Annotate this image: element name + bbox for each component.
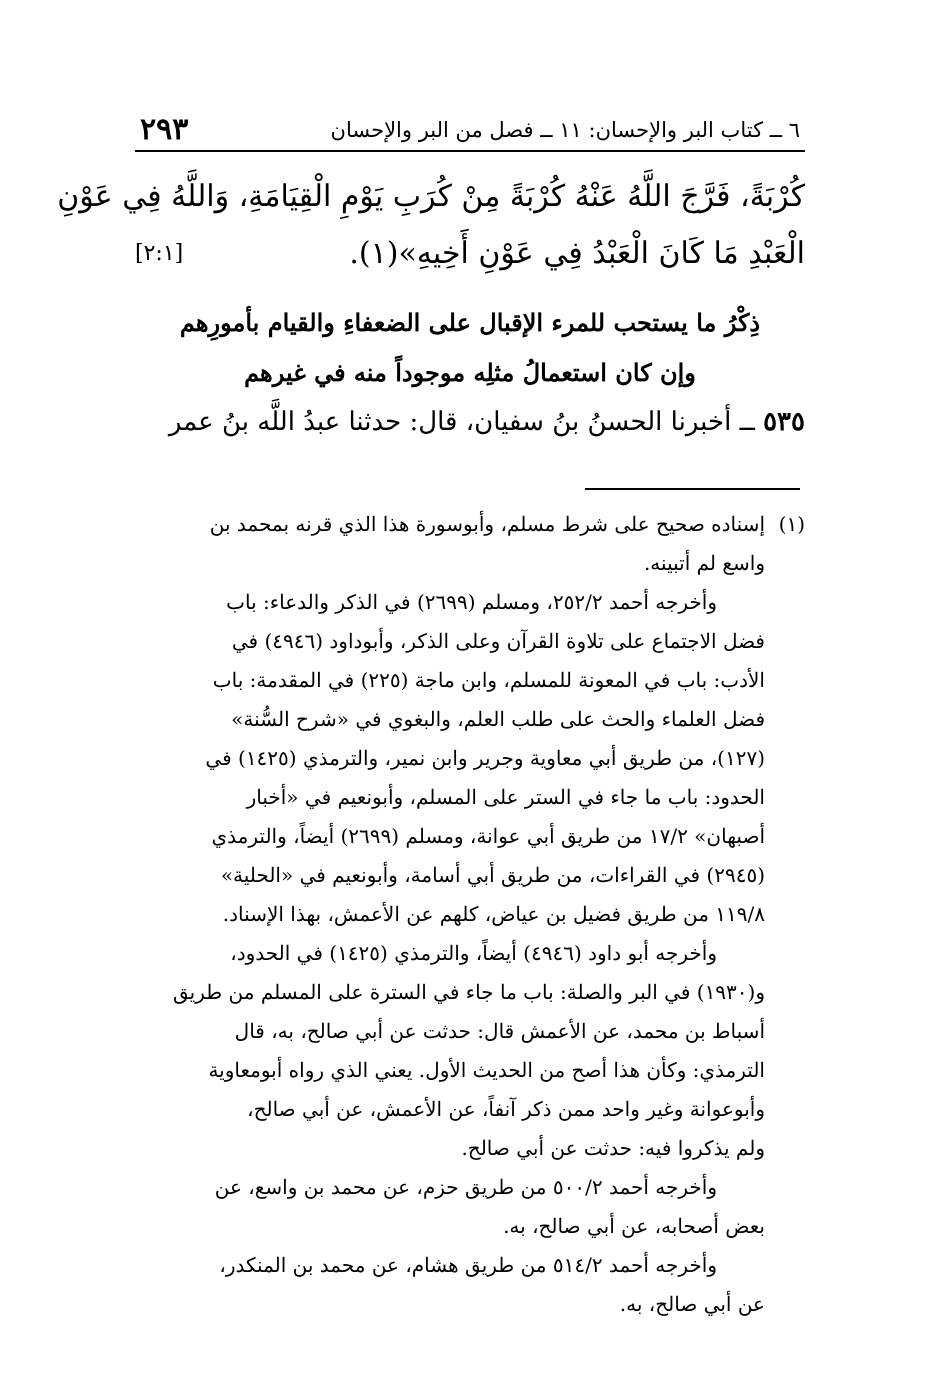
footnote-line: وأخرجه أحمد ٥١٤/٢ من طريق هشام، عن محمد بن المنكدر، xyxy=(219,1253,717,1277)
footnote-paragraph-4 xyxy=(135,1168,805,1246)
footnote-line: و(١٩٣٠) في البر والصلة: باب ما جاء في السترة على المسلم من طريق xyxy=(173,980,765,1004)
footnote-paragraph-5 xyxy=(135,1246,805,1324)
footnote-line: وأبوعوانة وغير واحد ممن ذكر آنفاً، عن الأعمش، عن أبي صالح، xyxy=(247,1097,765,1121)
footnote-line: ١١٩/٨ من طريق فضيل بن عياض، كلهم عن الأعمش، بهذا الإسناد. xyxy=(222,902,765,926)
footnote-line: الأدب: باب في المعونة للمسلم، وابن ماجة (٢٢٥) في المقدمة: باب xyxy=(212,668,765,692)
hadith-text xyxy=(57,168,805,282)
footnote-line: ولم يذكروا فيه: حدثت عن أبي صالح. xyxy=(461,1136,765,1160)
footnote-line: فضل الاجتماع على تلاوة القرآن وعلى الذكر، وأبوداود (٤٩٤٦) في xyxy=(231,629,765,653)
footnote-paragraph-1 xyxy=(135,505,805,583)
footnote-line: بعض أصحابه، عن أبي صالح، به. xyxy=(503,1214,765,1238)
footnotes xyxy=(135,505,805,1324)
footnote-paragraph-3 xyxy=(135,934,805,1168)
footnote-line: الحدود: باب ما جاء في الستر على المسلم، وأبونعيم في «أخبار xyxy=(246,785,765,809)
footnote-line: واسع لم أتبينه. xyxy=(643,551,765,575)
footnote-marker: (١) xyxy=(778,512,805,536)
footnote-line: أصبهان» ١٧/٢ من طريق أبي عوانة، ومسلم (٢٦٩٩) أيضاً، والترمذي xyxy=(211,824,765,848)
footnote-line: عن أبي صالح، به. xyxy=(619,1292,765,1316)
hadith-line-2-wrap xyxy=(135,225,805,282)
header-rule xyxy=(135,150,805,152)
footnote-paragraph-2 xyxy=(135,583,805,934)
footnote-line: إسناده صحيح على شرط مسلم، وأبوسورة هذا الذي قرنه بمحمد بن xyxy=(209,512,765,536)
chapter-title-line-1: ذِكْرُ ما يستحب للمرء الإقبال على الضعفاءِ والقيام بأمورِهم xyxy=(179,308,761,337)
hadith-line-1: كُرْبَةً، فَرَّجَ اللَّهُ عَنْهُ كُرْبَةً مِنْ كُرَبِ يَوْمِ الْقِيَامَةِ، وَاللَّهُ فِي عَوْنِ xyxy=(57,179,805,214)
page-header xyxy=(140,112,800,152)
hadith-number: ٥٣٥ xyxy=(763,407,805,437)
footnote-line: وأخرجه أحمد ٢٥٢/٢، ومسلم (٢٦٩٩) في الذكر والدعاء: باب xyxy=(226,590,717,614)
footnote-line: الترمذي: وكأن هذا أصح من الحديث الأول. يعني الذي رواه أبومعاوية xyxy=(208,1058,765,1082)
chapter-title xyxy=(135,298,805,398)
next-hadith xyxy=(135,402,805,442)
hadith-line-2: الْعَبْدِ مَا كَانَ الْعَبْدُ فِي عَوْنِ أَخِيهِ»(١). xyxy=(349,236,805,271)
footnote-line: فضل العلماء والحث على طلب العلم، والبغوي في «شرح السُّنة» xyxy=(231,707,765,731)
hadith-isnad: ــ أخبرنا الحسنُ بنُ سفيان، قال: حدثنا عبدُ اللَّه بنُ عمر xyxy=(168,407,755,437)
running-head: ٦ ــ كتاب البر والإحسان: ١١ ــ فصل من البر والإحسان xyxy=(330,118,800,142)
footnote-line: (٢٩٤٥) في القراءات، من طريق أبي أسامة، وأبونعيم في «الحلية» xyxy=(220,863,765,887)
footnote-line: وأخرجه أحمد ٥٠٠/٢ من طريق حزم، عن محمد بن واسع، عن xyxy=(214,1175,717,1199)
hadith-reference: [٢:١] xyxy=(135,241,184,266)
footnote-line: (١٢٧)، من طريق أبي معاوية وجرير وابن نمير، والترمذي (١٤٢٥) في xyxy=(205,746,765,770)
footnote-line: وأخرجه أبو داود (٤٩٤٦) أيضاً، والترمذي (١٤٢٥) في الحدود، xyxy=(230,941,717,965)
footnote-rule xyxy=(585,488,800,490)
footnote-line: أسباط بن محمد، عن الأعمش قال: حدثت عن أبي صالح، به، قال xyxy=(234,1019,765,1043)
chapter-title-line-2: وإن كان استعمالُ مثلِه موجوداً منه في غيرهم xyxy=(244,358,696,387)
page-number: ٢٩٣ xyxy=(140,112,189,147)
